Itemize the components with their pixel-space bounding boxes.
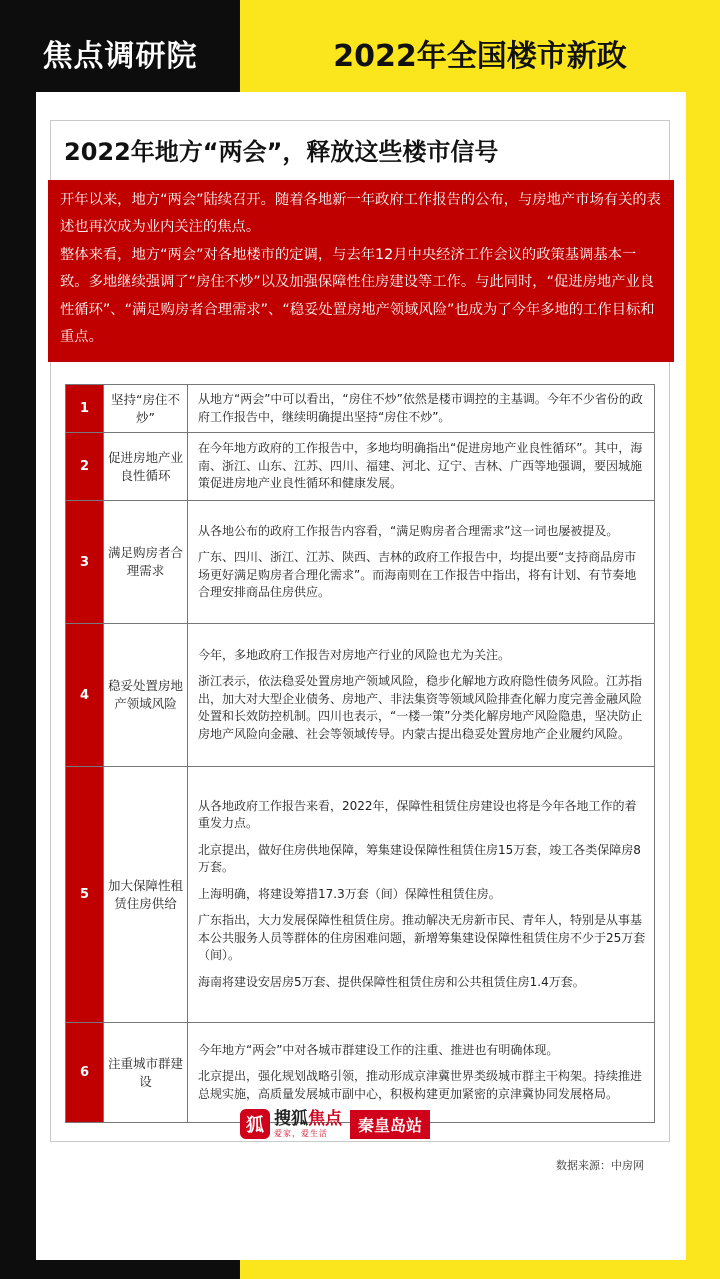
table-row bbox=[66, 385, 655, 433]
row-number: 5 bbox=[66, 767, 104, 1023]
logo-slogan: 爱家，爱生活 bbox=[274, 1129, 328, 1138]
row-topic: 满足购房者合理需求 bbox=[104, 501, 188, 624]
row-description bbox=[188, 624, 655, 767]
table-row bbox=[66, 501, 655, 624]
row-topic: 坚持“房住不炒” bbox=[104, 385, 188, 433]
policy-table bbox=[65, 384, 655, 1123]
brand-label: 焦点调研院 bbox=[42, 39, 198, 74]
row-paragraph: 海南将建设安居房5万套、提供保障性租赁住房和公共租赁住房1.4万套。 bbox=[198, 974, 585, 989]
logo-name-a: 搜狐 bbox=[274, 1109, 308, 1129]
intro-paragraph: 开年以来，地方“两会”陆续召开。随着各地新一年政府工作报告的公布，与房地产市场有关的表述也再次成为业内关注的焦点。 bbox=[60, 192, 661, 236]
row-paragraph: 在今年地方政府的工作报告中，多地均明确指出“促进房地产业良性循环”。其中，海南、浙江、山东、江苏、四川、福建、河北、辽宁、吉林、广西等地强调，要因城施策促进房地产业良性循环和健康发展。 bbox=[198, 441, 643, 491]
row-paragraph: 今年地方“两会”中对各城市群建设工作的注重、推进也有明确体现。 bbox=[198, 1042, 559, 1057]
row-topic: 促进房地产业良性循环 bbox=[104, 433, 188, 501]
row-number: 3 bbox=[66, 501, 104, 624]
table-row bbox=[66, 624, 655, 767]
row-paragraph: 今年，多地政府工作报告对房地产行业的风险也尤为关注。 bbox=[198, 647, 511, 662]
row-description bbox=[188, 501, 655, 624]
fox-house-icon: 狐 bbox=[240, 1109, 270, 1139]
row-paragraph: 广东、四川、浙江、江苏、陕西、吉林的政府工作报告中，均提出要“支持商品房市场更好满足购房者合理化需求”。而海南则在工作报告中指出，将有计划、有节奏地合理安排商品住房供应。 bbox=[198, 550, 637, 599]
sohu-focus-logo bbox=[240, 1106, 430, 1142]
row-description bbox=[188, 767, 655, 1023]
row-topic: 稳妥处置房地产领域风险 bbox=[104, 624, 188, 767]
row-paragraph: 上海明确，将建设筹措17.3万套（间）保障性租赁住房。 bbox=[198, 886, 501, 901]
row-number: 6 bbox=[66, 1023, 104, 1123]
article-title: 2022年地方“两会”，释放这些楼市信号 bbox=[64, 138, 499, 166]
row-number: 1 bbox=[66, 385, 104, 433]
row-paragraph: 北京提出，做好住房供地保障，筹集建设保障性租赁住房15万套，竣工各类保障房8万套。 bbox=[198, 842, 641, 875]
row-paragraph: 从各地公布的政府工作报告内容看，“满足购房者合理需求”这一词也屡被提及。 bbox=[198, 523, 619, 538]
table-row bbox=[66, 767, 655, 1023]
header-title: 2022年全国楼市新政 bbox=[333, 39, 627, 74]
logo-name-b: 焦点 bbox=[308, 1109, 342, 1129]
row-topic: 加大保障性租赁住房供给 bbox=[104, 767, 188, 1023]
data-source: 数据来源：中房网 bbox=[556, 1159, 644, 1172]
table-row bbox=[66, 433, 655, 501]
row-description bbox=[188, 433, 655, 501]
row-paragraph: 浙江表示，依法稳妥处置房地产领域风险，稳步化解地方政府隐性债务风险。江苏指出，加大对大型企业债务、房地产、非法集资等领域风险排查化解力度完善金融风险处置和长效防控机制。四川也表示，“一楼一策”分类化解房地产风险隐患，坚决防止房地产风险向金融、社会等领域传导。内蒙古提出稳妥处置房地产企业履约风险。 bbox=[198, 674, 643, 741]
intro-paragraph: 整体来看，地方“两会”对各地楼市的定调，与去年12月中央经济工作会议的政策基调基本一致。多地继续强调了“房住不炒”以及加强保障性住房建设等工作。与此同时，“促进房地产业良性循环”、“满足购房者合理需求”、“稳妥处置房地产领域风险”也成为了今年多地的工作目标和重点。 bbox=[60, 246, 655, 346]
row-number: 4 bbox=[66, 624, 104, 767]
logo-name bbox=[274, 1109, 342, 1129]
row-paragraph: 广东指出，大力发展保障性租赁住房。推动解决无房新市民、青年人，特别是从事基本公共服务人员等群体的住房困难问题，新增筹集建设保障性租赁住房不少于25万套（间）。 bbox=[198, 913, 646, 963]
row-paragraph: 从各地政府工作报告来看，2022年，保障性租赁住房建设也将是今年各地工作的着重发力点。 bbox=[198, 798, 637, 831]
station-badge: 秦皇岛站 bbox=[350, 1110, 430, 1139]
content-card bbox=[36, 92, 686, 1260]
row-topic: 注重城市群建设 bbox=[104, 1023, 188, 1123]
row-number: 2 bbox=[66, 433, 104, 501]
row-description bbox=[188, 385, 655, 433]
row-paragraph: 北京提出，强化规划战略引领，推动形成京津冀世界类级城市群主干构架。持续推进总规实施，高质量发展城市副中心，积极构建更加紧密的京津冀协同发展格局。 bbox=[198, 1069, 643, 1101]
logo-text bbox=[274, 1109, 342, 1139]
intro-box bbox=[48, 180, 674, 362]
row-paragraph: 从地方“两会”中可以看出，“房住不炒”依然是楼市调控的主基调。今年不少省份的政府工作报告中，继续明确提出坚持“房住不炒”。 bbox=[198, 392, 643, 424]
